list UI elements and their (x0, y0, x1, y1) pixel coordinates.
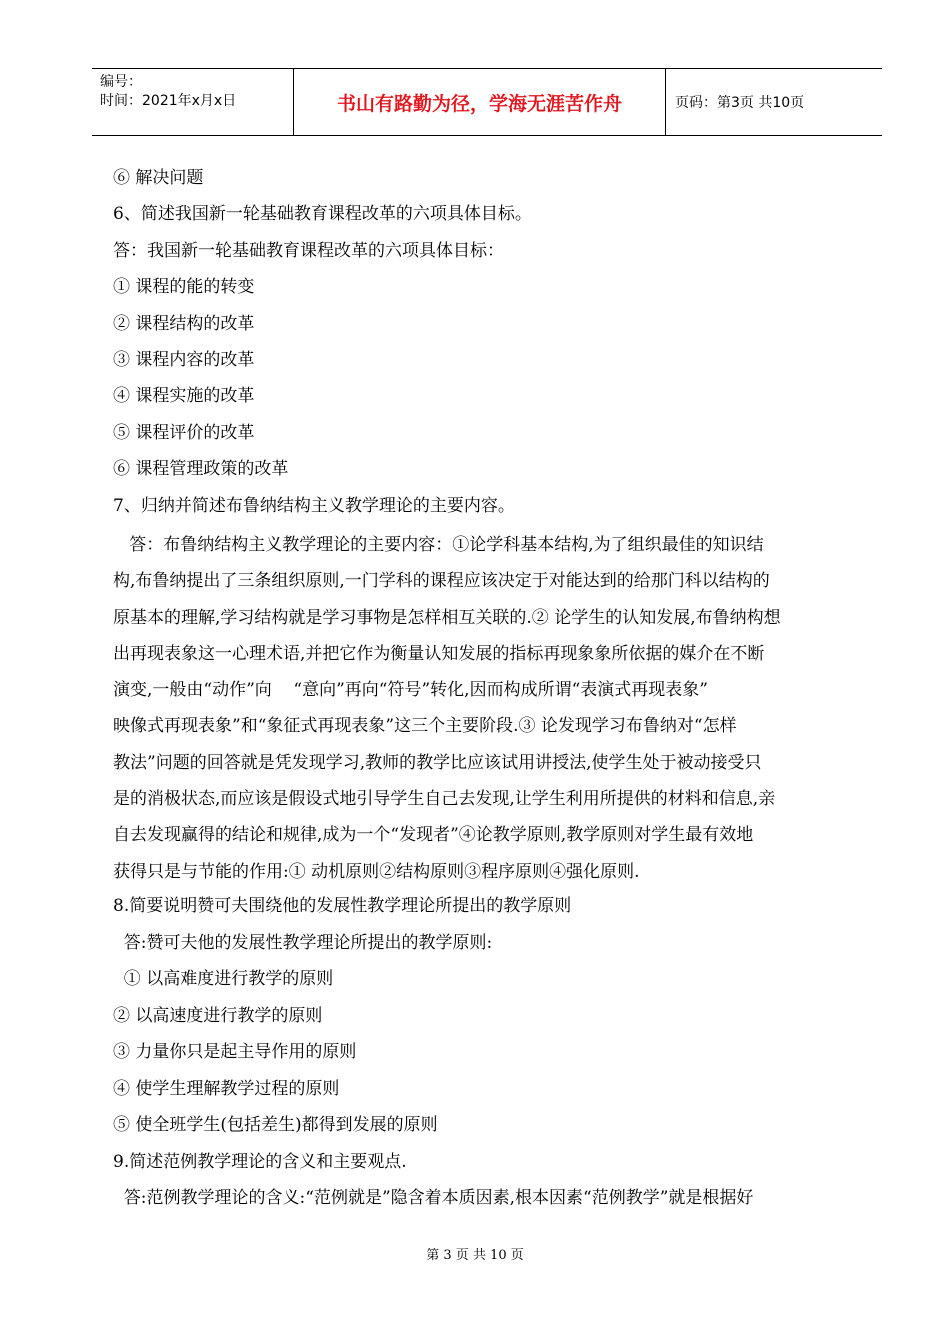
answer-paragraph (113, 527, 863, 890)
header-motto: 书山有路勤为径，学海无涯苦作舟 (336, 92, 622, 115)
paragraph-line: 获得只是与节能的作用:① 动机原则②结构原则③程序原则④强化原则. (113, 861, 640, 882)
question-heading: 9.简述范例教学理论的含义和主要观点. (113, 1152, 407, 1172)
list-item: ⑤ 使全班学生(包括差生)都得到发展的原则 (113, 1115, 438, 1135)
paragraph-line: 构,布鲁纳提出了三条组织原则,一门学科的课程应该决定于对能达到的给那门科以结构的 (113, 571, 770, 592)
header-meta (100, 73, 290, 111)
list-item: ② 以高速度进行教学的原则 (113, 1006, 323, 1026)
paragraph-line: 自去发现赢得的结论和规律,成为一个“发现者”④论教学原则,教学原则对学生最有效地 (113, 825, 754, 846)
text-line: ⑥ 解决问题 (113, 168, 204, 188)
list-item: ⑥ 课程管理政策的改革 (113, 459, 289, 479)
paragraph-line: 教法”问题的回答就是凭发现学习,教师的教学比应该试用讲授法,使学生处于被动接受只 (113, 752, 762, 773)
list-item: ② 课程结构的改革 (113, 314, 255, 334)
paragraph-line: 映像式再现表象”和“象征式再现表象”这三个主要阶段.③ 论发现学习布鲁纳对“怎样 (113, 716, 737, 737)
paragraph-line: 出再现表象这一心理术语,并把它作为衡量认知发展的指标再现象象所依据的媒介在不断 (113, 643, 765, 664)
header-page-info: 页码：第3页 共10页 (675, 95, 805, 111)
list-item: ⑤ 课程评价的改革 (113, 423, 255, 443)
text-line: 答:范例教学理论的含义:“范例就是”隐含着本质因素,根本因素“范例教学”就是根据好 (113, 1188, 754, 1208)
header-divider (665, 69, 666, 135)
list-item: ④ 课程实施的改革 (113, 386, 255, 406)
question-heading: 6、简述我国新一轮基础教育课程改革的六项具体目标。 (113, 204, 532, 224)
paragraph-line: 是的消极状态,而应该是假设式地引导学生自己去发现,让学生利用所提供的材料和信息,亲 (113, 789, 776, 810)
paragraph-line: 演变,一般由“动作”向 “意向”再向“符号”转化,因而构成所谓“表演式再现表象” (113, 680, 708, 701)
list-item: ④ 使学生理解教学过程的原则 (113, 1079, 340, 1099)
paragraph-line: 原基本的理解,学习结构就是学习事物是怎样相互关联的.② 论学生的认知发展,布鲁纳构想 (113, 607, 781, 628)
text-line: 答：我国新一轮基础教育课程改革的六项具体目标： (113, 241, 504, 261)
page-header (92, 68, 882, 136)
list-item: ① 课程的能的转变 (113, 277, 255, 297)
paragraph-line: 答：布鲁纳结构主义教学理论的主要内容：①论学科基本结构,为了组织最佳的知识结 (113, 535, 764, 555)
time-label: 时间：2021年x月x日 (100, 93, 237, 109)
question-heading: 8.简要说明赞可夫围绕他的发展性教学理论所提出的教学原则 (113, 896, 572, 916)
list-item: ③ 课程内容的改革 (113, 350, 255, 370)
question-heading: 7、归纳并简述布鲁纳结构主义教学理论的主要内容。 (113, 496, 515, 516)
text-line: 答:赞可夫他的发展性教学理论所提出的教学原则: (113, 933, 493, 953)
number-label: 编号： (100, 74, 142, 90)
list-item: ③ 力量你只是起主导作用的原则 (113, 1042, 357, 1062)
list-item: ① 以高难度进行教学的原则 (113, 969, 334, 989)
page-footer: 第 3 页 共 10 页 (426, 1248, 524, 1263)
